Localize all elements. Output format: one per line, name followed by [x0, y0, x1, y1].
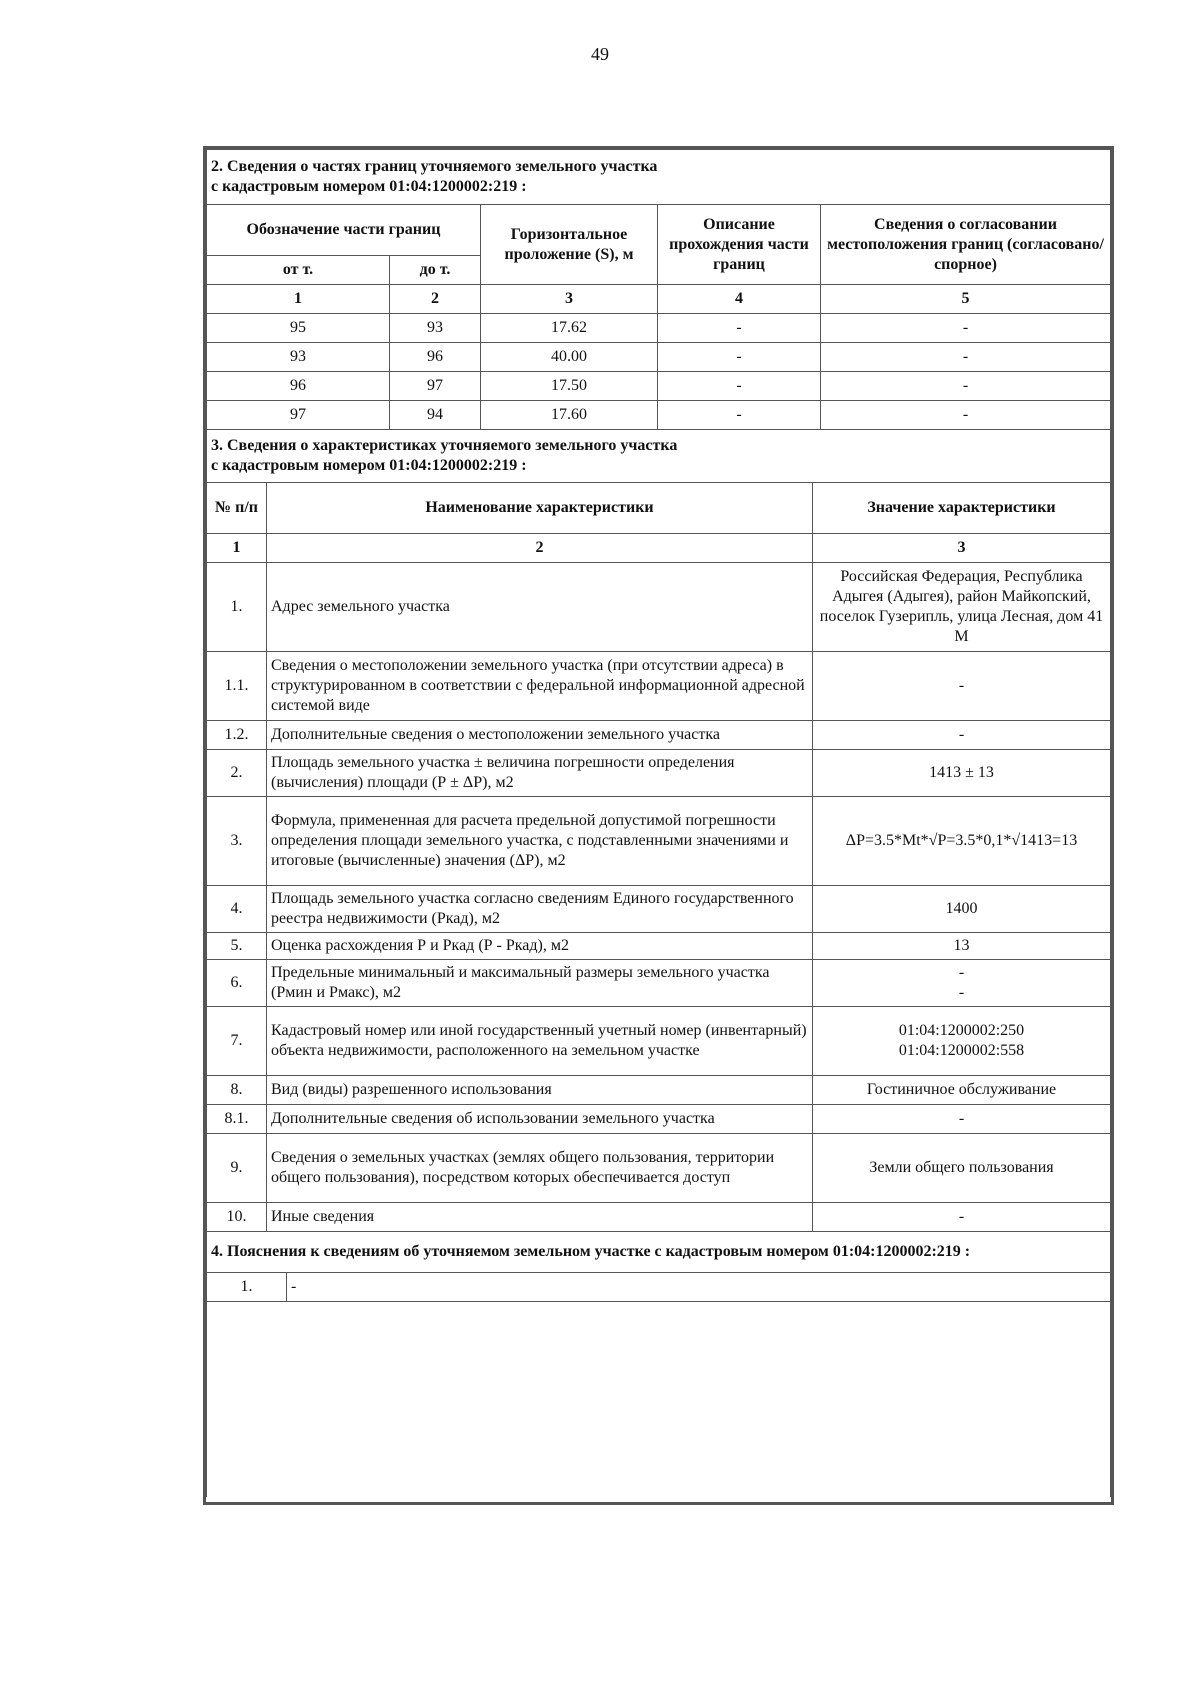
- cell-value: 1413 ± 13: [813, 750, 1111, 797]
- col-number: 3: [481, 285, 658, 314]
- cell-num: 8.1.: [207, 1105, 267, 1134]
- cell-num: 2.: [207, 750, 267, 797]
- section3-body: [207, 563, 1111, 1232]
- header-value: Значение характеристики: [813, 483, 1111, 534]
- cell-description: -: [658, 401, 821, 430]
- cell-agreement: -: [821, 343, 1111, 372]
- section3-title-line1: 3. Сведения о характеристиках уточняемого земельного участка: [211, 437, 678, 454]
- cell-value: -: [813, 1203, 1111, 1232]
- cell-from: 97: [207, 401, 390, 430]
- table-row: [207, 1076, 1111, 1105]
- cell-name: Иные сведения: [267, 1203, 813, 1232]
- header-from: от т.: [207, 256, 390, 285]
- section2-title-line1: 2. Сведения о частях границ уточняемого земельного участка: [211, 158, 658, 175]
- cell-num: 6.: [207, 960, 267, 1007]
- cell-num: 7.: [207, 1007, 267, 1076]
- cell-value: 13: [813, 933, 1111, 960]
- table-row: [207, 886, 1111, 933]
- cell-description: -: [658, 343, 821, 372]
- cell-num: 8.: [207, 1076, 267, 1105]
- cell-value: -: [813, 1105, 1111, 1134]
- header-to: до т.: [390, 256, 481, 285]
- cell-horizontal: 17.50: [481, 372, 658, 401]
- column-numbers-row: [207, 534, 1111, 563]
- section4-title: 4. Пояснения к сведениям об уточняемом земельном участке с кадастровым номером 01:04:1200002:219 :: [207, 1232, 1111, 1273]
- section3-table: [206, 430, 1111, 1232]
- cell-value: Земли общего пользования: [813, 1134, 1111, 1203]
- cell-to: 97: [390, 372, 481, 401]
- cell-horizontal: 17.60: [481, 401, 658, 430]
- cell-name: Дополнительные сведения об использовании земельного участка: [267, 1105, 813, 1134]
- blank-area: [207, 1302, 1111, 1498]
- table-row: [207, 372, 1111, 401]
- table-row: [207, 1105, 1111, 1134]
- cell-num: 5.: [207, 933, 267, 960]
- cell-value: Российская Федерация, Республика Адыгея (Адыгея), район Майкопский, поселок Гузерипль, улица Лесная, дом 41 М: [813, 563, 1111, 652]
- table-row: [207, 1007, 1111, 1076]
- section4-table: [206, 1232, 1111, 1497]
- header-agreement: Сведения о согласовании местоположения границ (согласовано/спорное): [821, 205, 1111, 285]
- cell-from: 95: [207, 314, 390, 343]
- cell-name: Адрес земельного участка: [267, 563, 813, 652]
- table-row: [207, 314, 1111, 343]
- cell-name: Сведения о местоположении земельного участка (при отсутствии адреса) в структурированном в соответствии с федеральной информационной адресной системой виде: [267, 652, 813, 721]
- table-row: [207, 750, 1111, 797]
- table-row: [207, 721, 1111, 750]
- col-number: 1: [207, 285, 390, 314]
- cell-value: ΔР=3.5*Mt*√P=3.5*0,1*√1413=13: [813, 797, 1111, 886]
- cell-name: Площадь земельного участка согласно сведениям Единого государственного реестра недвижимости (Ркад), м2: [267, 886, 813, 933]
- col-number: 4: [658, 285, 821, 314]
- cell-agreement: -: [821, 401, 1111, 430]
- table-row: [207, 1273, 1111, 1302]
- cell-text: -: [287, 1273, 1111, 1302]
- cell-agreement: -: [821, 372, 1111, 401]
- cell-from: 96: [207, 372, 390, 401]
- header-num: № п/п: [207, 483, 267, 534]
- cell-name: Формула, примененная для расчета предельной допустимой погрешности определения площади земельного участка, с подставленными значениями и итоговые (вычисленные) значения (ΔР), м2: [267, 797, 813, 886]
- cell-num: 9.: [207, 1134, 267, 1203]
- cell-name: Площадь земельного участка ± величина погрешности определения (вычисления) площади (Р ± ΔР), м2: [267, 750, 813, 797]
- cell-to: 93: [390, 314, 481, 343]
- section2-title: [207, 150, 1111, 205]
- cell-value: -: [813, 721, 1111, 750]
- table-row: [207, 343, 1111, 372]
- table-row: [207, 401, 1111, 430]
- cell-value: 1400: [813, 886, 1111, 933]
- cell-from: 93: [207, 343, 390, 372]
- cell-num: 1.2.: [207, 721, 267, 750]
- cell-value: - -: [813, 960, 1111, 1007]
- cell-value: Гостиничное обслуживание: [813, 1076, 1111, 1105]
- header-designation: Обозначение части границ: [207, 205, 481, 256]
- cell-num: 1.: [207, 1273, 287, 1302]
- header-horizontal: Горизонтальное проложение (S), м: [481, 205, 658, 285]
- table-row: [207, 1203, 1111, 1232]
- header-name: Наименование характеристики: [267, 483, 813, 534]
- cell-num: 1.: [207, 563, 267, 652]
- cell-value: 01:04:1200002:250 01:04:1200002:558: [813, 1007, 1111, 1076]
- table-row: [207, 797, 1111, 886]
- col-number: 2: [390, 285, 481, 314]
- cell-description: -: [658, 372, 821, 401]
- cell-value: -: [813, 652, 1111, 721]
- col-number: 3: [813, 534, 1111, 563]
- cell-name: Оценка расхождения Р и Ркад (Р - Ркад), м2: [267, 933, 813, 960]
- cell-name: Дополнительные сведения о местоположении земельного участка: [267, 721, 813, 750]
- cell-num: 4.: [207, 886, 267, 933]
- cell-num: 10.: [207, 1203, 267, 1232]
- header-description: Описание прохождения части границ: [658, 205, 821, 285]
- section3-title-line2: с кадастровым номером 01:04:1200002:219 :: [211, 457, 527, 474]
- col-number: 1: [207, 534, 267, 563]
- table-row: [207, 652, 1111, 721]
- section2-table: [206, 149, 1111, 430]
- table-row: [207, 563, 1111, 652]
- cell-agreement: -: [821, 314, 1111, 343]
- column-numbers-row: [207, 285, 1111, 314]
- section2-title-line2: с кадастровым номером 01:04:1200002:219 :: [211, 178, 527, 195]
- cell-description: -: [658, 314, 821, 343]
- cell-horizontal: 17.62: [481, 314, 658, 343]
- table-row: [207, 1134, 1111, 1203]
- cell-name: Вид (виды) разрешенного использования: [267, 1076, 813, 1105]
- col-number: 2: [267, 534, 813, 563]
- table-row: [207, 960, 1111, 1007]
- cell-to: 96: [390, 343, 481, 372]
- cell-to: 94: [390, 401, 481, 430]
- cell-name: Кадастровый номер или иной государственный учетный номер (инвентарный) объекта недвижимости, расположенного на земельном участке: [267, 1007, 813, 1076]
- cell-horizontal: 40.00: [481, 343, 658, 372]
- col-number: 5: [821, 285, 1111, 314]
- table-row: [207, 933, 1111, 960]
- section3-title: [207, 430, 1111, 483]
- cell-num: 3.: [207, 797, 267, 886]
- cell-num: 1.1.: [207, 652, 267, 721]
- document-frame: [203, 146, 1114, 1505]
- page-number: 49: [591, 44, 609, 64]
- cell-name: Предельные минимальный и максимальный размеры земельного участка (Рмин и Рмакс), м2: [267, 960, 813, 1007]
- cell-name: Сведения о земельных участках (землях общего пользования, территории общего пользования), посредством которых обеспечивается доступ: [267, 1134, 813, 1203]
